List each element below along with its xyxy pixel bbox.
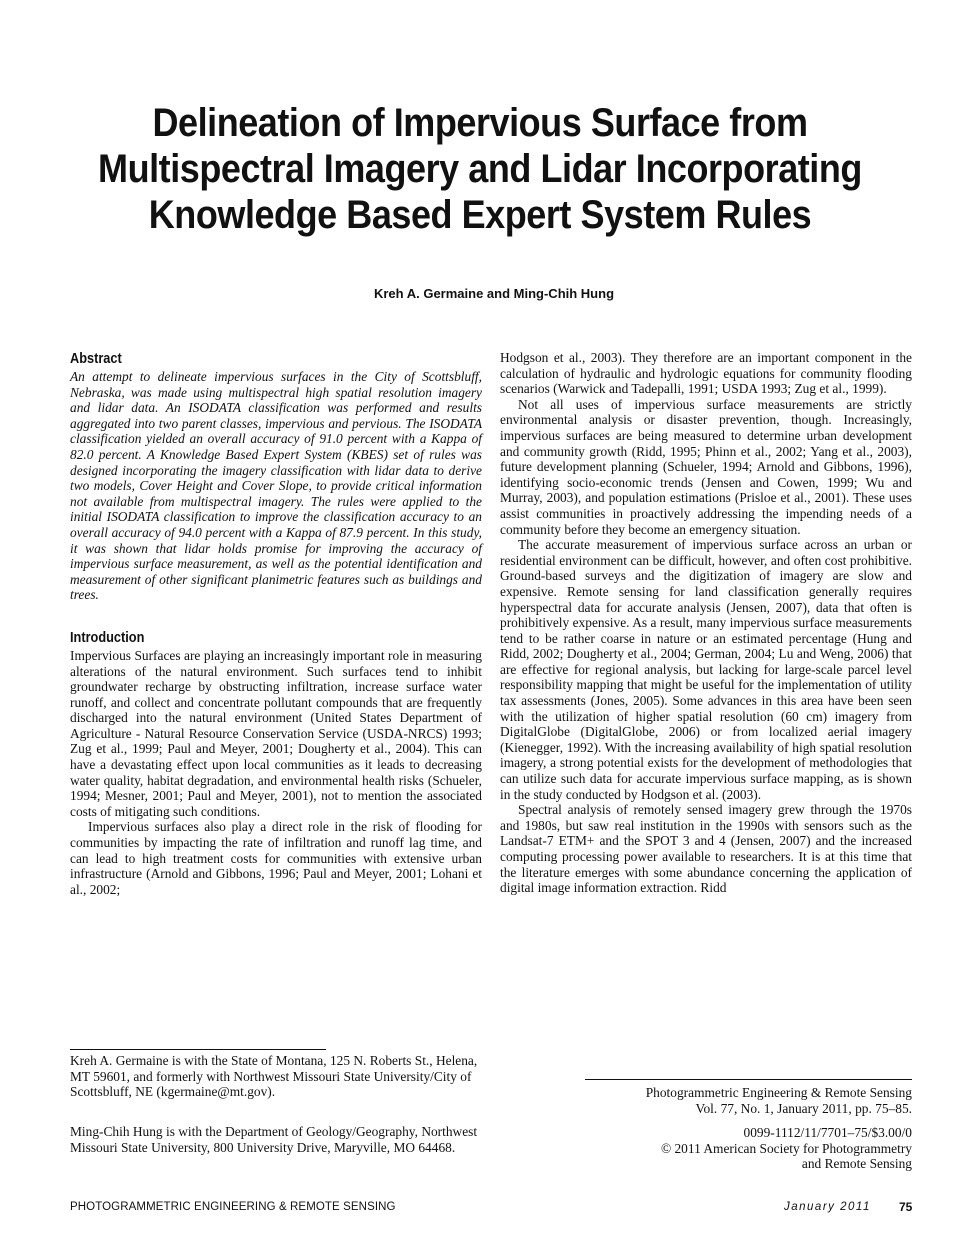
introduction-heading: Introduction — [70, 628, 145, 646]
copyright-line: © 2011 American Society for Photogrammetry — [660, 1140, 912, 1156]
publication-divider — [585, 1079, 912, 1080]
body-paragraph: The accurate measurement of impervious surface across an urban or residential environment can be difficult, however, and often cost prohibitive. Ground-based surveys and the digitization of imagery are slow and expensive. Remote sensing for land classification generally requires hyperspectral data for accurate analysis (Jensen, 2007), data that often is prohibitively expensive. As a result, many impervious surface measurements tend to be rather coarse in nature or an estimated percentage (Hung and Ridd, 2002; Dougherty et al., 2004; German, 2004; Lu and Weng, 2006) that are effective for regional analysis, but lacking for large-scale parcel level responsibility mapping that might be useful for the implementation of utility tax assessments (Jones, 2005). Some advances in this area have been seen with the utilization of higher spatial resolution (60 cm) imagery from DigitalGlobe (DigitalGlobe, 2006) or from localized aerial imagery (Kienegger, 1992). With the increasing availability of high spatial resolution imagery, a strong potential exists for the development of methodologies that can utilize such data for accurate impervious surface mapping, as is shown in the study conducted by Hodgson et al. (2003). — [500, 537, 912, 802]
running-footer-journal: PHOTOGRAMMETRIC ENGINEERING & REMOTE SENSING — [70, 1201, 396, 1213]
abstract-heading: Abstract — [70, 350, 122, 367]
volume-info: Vol. 77, No. 1, January 2011, pp. 75–85. — [695, 1100, 912, 1116]
publication-info — [560, 1085, 912, 1116]
paper-title — [84, 100, 876, 238]
body-paragraph: Not all uses of impervious surface measurements are strictly environmental analysis or disaster prevention, though. Increasingly, impervious surfaces are being measured to determine urban development and community growth (Ridd, 1995; Phinn et al., 2002; Yang et al., 2003), future development planning (Schueler, 1994; Arnold and Gibbons, 1996), identifying socio-economic trends (Jensen and Cowen, 1999; Wu and Murray, 2003), and population estimations (Prisloe et al., 2001). These uses assist communities in proactively addressing the impending needs of a community before they become an emergency situation. — [500, 396, 912, 537]
title-line: Delineation of Impervious Surface from — [152, 101, 808, 145]
intro-paragraph: Impervious Surfaces are playing an increasingly important role in measuring alterations of the natural environment. Such surfaces tend to inhibit groundwater recharge by obstructing infiltration, increase surface water runoff, and collect and concentrate pollutant compounds that are frequently discharged into the natural environment (United States Department of Agriculture - Natural Resource Conservation Service (USDA-NRCS) 1993; Zug et al., 1999; Paul and Meyer, 2001; Dougherty et al., 2004). This can have a devastating effect upon local communities as it leads to decreasing water quality, habitat degradation, and environmental health risks (Schueler, 1994; Mesner, 2001; Paul and Meyer, 2001), not to mention the associated costs of mitigating such conditions. — [70, 647, 482, 819]
copyright-line: and Remote Sensing — [801, 1156, 912, 1172]
body-paragraph: Spectral analysis of remotely sensed imagery grew through the 1970s and 1980s, but saw real institution in the 1990s with sensors such as the Landsat-7 ETM+ and the SPOT 3 and 4 (Jensen, 2007) and the increased computing processing power available to researchers. It is at this time that the literature emerges with some abundance concerning the application of digital image information extraction. Ridd — [500, 802, 912, 896]
left-column — [70, 350, 482, 897]
page-number: 75 — [899, 1200, 913, 1214]
author-list: Kreh A. Germaine and Ming-Chih Hung — [373, 286, 615, 301]
copyright-info — [560, 1125, 912, 1172]
author-affiliation-note: Kreh A. Germaine is with the State of Montana, 125 N. Roberts St., Helena, MT 59601, and formerly with Northwest Missouri State University/City of Scottsbluff, NE (kgermaine@mt.gov). — [70, 1053, 478, 1100]
abstract-text: An attempt to delineate impervious surfaces in the City of Scottsbluff, Nebraska, was made using multispectral high spatial resolution imagery and lidar data. An ISODATA classification was performed and results aggregated into two parent classes, impervious and pervious. The ISODATA classification yielded an overall accuracy of 91.0 percent with a Kappa of 82.0 percent. A Knowledge Based Expert System (KBES) set of rules was designed incorporating the imagery classification with lidar data to derive two models, Cover Height and Cover Slope, to provide critical information not available from multispectral imagery. The rules were applied to the initial ISODATA classification to improve the classification accuracy to an overall accuracy of 94.0 percent with a Kappa of 87.9 percent. In this study, it was shown that lidar holds promise for improving the accuracy of impervious surface measurement, as well as the potential identification and measurement of other significant planimetric features such as buildings and trees. — [70, 369, 482, 603]
intro-paragraph: Impervious surfaces also play a direct role in the risk of flooding for communities by impacting the rate of infiltration and runoff lag time, and can lead to high treatment costs for communities with extensive urban infrastructure (Arnold and Gibbons, 1996; Paul and Meyer, 2001; Lohani et al., 2002; — [70, 819, 482, 897]
body-paragraph: Hodgson et al., 2003). They therefore are an important component in the calculation of hydraulic and hydrologic equations for community flooding scenarios (Warwick and Tadepalli, 1991; USDA 1993; Zug et al., 1999). — [500, 350, 912, 397]
running-footer-date: January 2011 — [784, 1201, 871, 1213]
right-column — [500, 350, 912, 896]
title-line: Multispectral Imagery and Lidar Incorporating — [98, 147, 862, 191]
title-line: Knowledge Based Expert System Rules — [148, 193, 812, 237]
footnote-divider — [70, 1049, 326, 1050]
article-code: 0099-1112/11/7701–75/$3.00/0 — [743, 1125, 912, 1140]
author-affiliation-note: Ming-Chih Hung is with the Department of Geology/Geography, Northwest Missouri State University, 800 University Drive, Maryville, MO 64468. — [70, 1124, 478, 1155]
journal-name: Photogrammetric Engineering & Remote Sensing — [645, 1085, 912, 1100]
